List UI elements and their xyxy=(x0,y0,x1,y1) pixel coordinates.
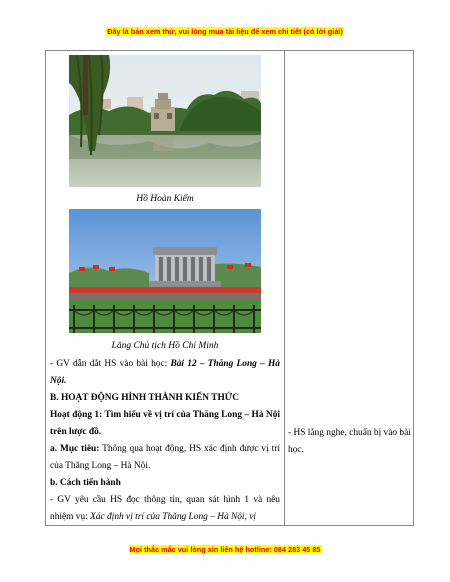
goal-text: Thông qua hoạt động, HS xác định được vị trí của Thăng Long – Hà Nội. xyxy=(50,444,280,471)
method-heading: b. Cách tiến hành xyxy=(50,478,121,488)
student-activities: - HS lắng nghe, chuẩn bị vào bài học. xyxy=(288,428,411,455)
hotline-banner-text: Mọi thắc mắc vui lòng xin liên hệ hotline: 084 283 45 85 xyxy=(129,545,321,554)
method-task: Xác định vị trí của Thăng Long – Hà Nội, vị xyxy=(90,512,256,522)
intro-paragraph xyxy=(50,356,280,390)
photo1-caption: Hồ Hoàn Kiếm xyxy=(136,194,194,204)
intro-prefix: - GV dẫn dắt HS vào bài học: xyxy=(50,359,171,369)
section-b-heading: B. HOẠT ĐỘNG HÌNH THÀNH KIẾN THỨC xyxy=(50,393,240,403)
photo2-caption: Lăng Chủ tịch Hồ Chí Minh xyxy=(111,341,219,351)
goal-label: a. Mục tiêu: xyxy=(50,444,100,454)
method-prefix: - GV yêu cầu HS đọc thông tin, quan sát hình 1 và nêu nhiệm vụ: xyxy=(50,495,280,522)
column-divider xyxy=(284,51,285,525)
activity1-heading: Hoạt động 1: Tìm hiểu về vị trí của Thăng Long – Hà Nội trên lược đồ. xyxy=(50,410,280,437)
lesson-table xyxy=(45,50,414,526)
mausoleum-photo xyxy=(69,209,261,333)
method-paragraph xyxy=(50,492,280,526)
hotline-banner xyxy=(0,545,450,554)
hoan-kiem-lake-photo xyxy=(69,55,261,187)
goal-paragraph xyxy=(50,441,280,475)
preview-banner xyxy=(0,27,450,36)
lesson-title: Bài 12 – Thăng Long – Hà Nội. xyxy=(50,359,280,386)
preview-banner-text: Đây là bản xem thử, vui lòng mua tài liệu để xem chi tiết (có lời giải) xyxy=(107,27,343,36)
teacher-activities xyxy=(50,356,280,526)
